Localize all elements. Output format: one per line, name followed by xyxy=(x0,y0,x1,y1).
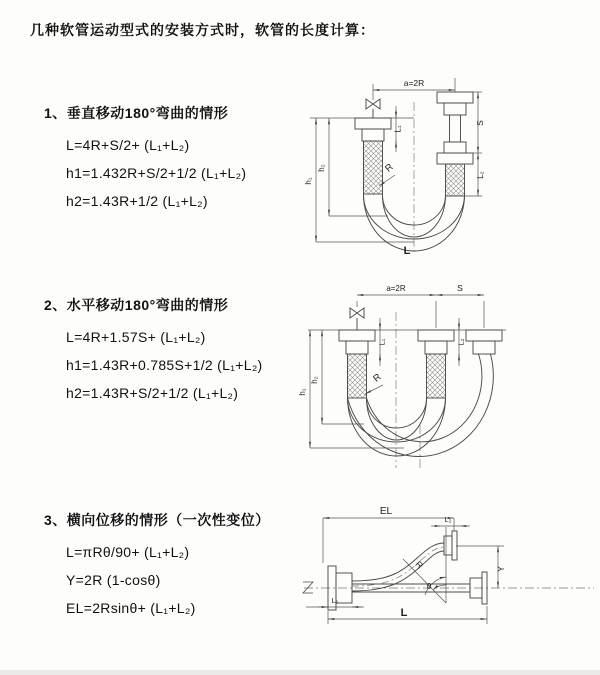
hose-assembly xyxy=(339,330,502,456)
dim-label-l: L xyxy=(403,245,411,257)
middle-flange xyxy=(418,330,454,341)
formula-line: L=4R+S/2+ (L₁+L₂) xyxy=(66,137,190,153)
page-bottom-edge xyxy=(0,670,600,675)
middle-flange-hub xyxy=(425,341,447,354)
dim-label-l1: L₁ xyxy=(393,125,403,133)
hose-assembly xyxy=(303,531,487,610)
right-lower-hub xyxy=(444,142,466,153)
left-flange xyxy=(355,118,391,129)
left-braided-hose xyxy=(364,141,383,194)
dim-label-h1: h₁ xyxy=(298,388,307,396)
u-bend-arc xyxy=(367,398,427,428)
left-braided-hose xyxy=(348,354,367,398)
dimension-lines xyxy=(308,295,506,448)
dim-label-h2: h₂ xyxy=(310,376,319,384)
left-flange-hub xyxy=(346,341,368,354)
dim-label-y: Y xyxy=(496,565,506,573)
valve-icon xyxy=(366,99,380,118)
section-1-heading: 1、垂直移动180°弯曲的情形 xyxy=(44,105,229,121)
dim-label-s: S xyxy=(457,283,463,293)
dim-label-s: S xyxy=(475,120,485,126)
dim-label-r: R xyxy=(413,559,426,571)
page-title: 几种软管运动型式的安装方式时，软管的长度计算： xyxy=(30,22,375,38)
dim-label-l: L xyxy=(400,607,408,619)
upper-flange-hub xyxy=(444,536,452,555)
right-pipe xyxy=(450,115,461,142)
formula-line: h2=1.43R+S/2+1/2 (L₁+L₂) xyxy=(66,385,239,401)
section-lateral-displacement xyxy=(44,511,304,622)
dim-label-h1: h₁ xyxy=(304,177,313,185)
formula-line: Y=2R (1-cosθ) xyxy=(66,572,161,588)
dim-label-theta: θ xyxy=(426,582,432,591)
formula-line: h1=1.432R+S/2+1/2 (L₁+L₂) xyxy=(66,165,247,181)
dim-label-r: R xyxy=(383,161,396,175)
middle-braided-hose xyxy=(427,354,446,398)
u-bend-arc xyxy=(348,398,446,456)
right-lower-flange xyxy=(437,153,473,164)
diagram-vertical-180-bend xyxy=(296,66,572,258)
dim-label-a2r: a=2R xyxy=(403,78,425,88)
dim-label-h2: h₂ xyxy=(317,164,326,172)
dim-label-el: EL xyxy=(379,506,393,517)
right-top-flange xyxy=(437,92,473,103)
dim-label-l2: L₂ xyxy=(476,171,485,179)
centerline xyxy=(396,312,420,468)
dim-label-a2r: a=2R xyxy=(386,284,406,293)
formula-line: EL=2Rsinθ+ (L₁+L₂) xyxy=(66,600,196,616)
dim-label-r: R xyxy=(371,371,384,385)
valve-icon xyxy=(350,308,364,330)
left-flange-hub xyxy=(362,129,384,141)
dim-label-l2: L₂ xyxy=(444,515,452,524)
formula-line: L=4R+1.57S+ (L₁+L₂) xyxy=(66,329,206,345)
formula-line: h2=1.43R+1/2 (L₁+L₂) xyxy=(66,193,208,209)
right-top-hub xyxy=(444,103,466,115)
dim-label-l2: L₂ xyxy=(456,338,466,346)
s-curve-hose xyxy=(352,543,444,581)
centerline xyxy=(304,547,594,588)
dim-label-l1: L₁ xyxy=(331,596,339,605)
right-flange xyxy=(466,330,502,341)
right-braided-hose xyxy=(446,164,465,196)
formula-line: h1=1.43R+0.785S+1/2 (L₁+L₂) xyxy=(66,357,263,373)
section-2-heading: 2、水平移动180°弯曲的情形 xyxy=(44,297,229,313)
pipe-break-mark xyxy=(303,582,313,593)
section-horizontal-180-bend xyxy=(44,296,304,407)
diagram-lateral-displacement xyxy=(298,503,600,655)
section-3-heading: 3、横向位移的情形（一次性变位） xyxy=(44,512,270,528)
dim-label-l1: L₁ xyxy=(377,338,387,346)
right-flange-hub xyxy=(473,341,495,354)
formula-line: L=πRθ/90+ (L₁+L₂) xyxy=(66,544,190,560)
diagram-horizontal-180-bend xyxy=(300,280,595,475)
left-flange xyxy=(339,330,375,341)
upper-flange xyxy=(452,531,457,560)
section-vertical-180-bend xyxy=(44,104,304,215)
u-bend-arc-shifted xyxy=(367,354,482,442)
